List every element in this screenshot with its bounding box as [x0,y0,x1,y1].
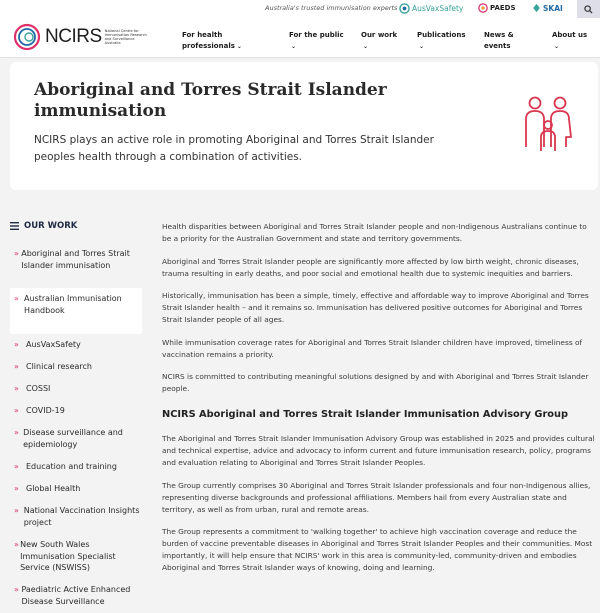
site-header [0,18,600,58]
nav-label: Our work [361,31,398,39]
search-icon [584,5,593,14]
chevron-down-icon: ⌄ [554,43,560,50]
sidebar-item-global-health[interactable] [10,478,142,500]
body-paragraph: Health disparities between Aboriginal and Torres Strait Islander people and non-Indigenous Australians continue to be a priority for the Australian Government and state and territory governments. [162,222,587,243]
ncirs-logo-mark-icon [12,22,42,52]
double-chevron-right-icon: » [14,294,19,303]
sidebar-item-label: National Vaccination Insights project [23,506,140,527]
paeds-logo-icon [478,3,488,13]
partner-link-paeds[interactable] [478,3,516,13]
nav-for-health-professionals[interactable] [182,30,242,52]
nav-label: For the public [289,31,344,39]
sidebar-item-ausvaxsafety[interactable] [10,334,142,356]
nav-label: Publications [417,31,466,39]
search-button[interactable] [577,0,600,18]
menu-icon [10,222,19,230]
sidebar-item-covid-19[interactable] [10,400,142,422]
body-paragraph: The Aboriginal and Torres Strait Islander Immunisation Advisory Group was established in 2025 and provides cultural and technical expertise, advice and advocacy to inform current and future immunisation research, policy, programs and evaluation relating to Aboriginal and Torres Strait Islander Peoples. [162,434,595,467]
body-paragraph: The Group currently comprises 30 Aboriginal and Torres Strait Islander professionals and four non-Indigenous allies, representing diverse backgrounds and professional affiliations. Members hail from every Australian state and territory, as well as from urban, rural and remote areas. [162,480,591,514]
body-paragraph: Aboriginal and Torres Strait Islander people are significantly more affected by low birth weight, chronic diseases, trauma resulting in early deaths, and poor social and emotional health due to systemic inequities and barriers. [162,256,579,278]
sidebar-item-label: Education and training [26,462,117,471]
sidebar-item-nswiss[interactable] [10,534,142,579]
hero-banner [10,62,598,190]
double-chevron-right-icon: » [14,484,19,493]
nav-label: News & [484,31,514,39]
double-chevron-right-icon: » [14,249,19,258]
nav-label: events [484,42,511,50]
ausvaxsafety-logo-icon [399,3,410,14]
sidebar-item-disease-surveillance[interactable] [10,422,142,456]
double-chevron-right-icon: » [14,506,19,515]
double-chevron-right-icon: » [14,585,19,594]
page-description: NCIRS plays an active role in promoting Aboriginal and Torres Strait Islander peoples health through a combination of activities. [34,134,434,163]
sidebar-item-label: Paediatric Active Enhanced Disease Surveillance [21,585,131,606]
sidebar-nav [10,243,142,613]
sidebar-item-label: COSSI [26,384,51,393]
utility-bar [0,0,600,18]
main-content [162,221,598,585]
family-icon [522,95,574,153]
sidebar-item-paeds[interactable] [10,579,142,613]
nav-news-events[interactable] [484,30,514,52]
partner-label: PAEDS [490,4,516,12]
partner-label: AusVaxSafety [412,4,464,13]
chevron-down-icon: ⌄ [236,43,242,50]
body-paragraph: The Group represents a commitment to 'walking together' to achieve high vaccination coverage and reduce the burden of vaccine preventable diseases in Aboriginal and Torres Strait Islander Peoples and their communities. Most importantly, it will help ensure that NCIRS' work in this area is community-led, community-driven and embodies Aboriginal and Torres Strait Islander ways of knowing, doing and learning. [162,527,593,572]
partner-label: SKAI [543,3,563,13]
sidebar-item-label: Disease surveillance and epidemiology [23,428,123,449]
tagline: Australia's trusted immunisation experts [265,4,398,12]
logo-subtitle: National Centre for Immunisation Research and Surveillance Australia [104,29,147,45]
body-paragraph: Historically, immunisation has been a simple, timely, effective and affordable way to improve Aboriginal and Torres Strait Islander health – and it remains so. Immunisation has delivered positive outcomes for Aboriginal and Torres Strait Islander people of all ages. [162,291,589,324]
sidebar-item-aboriginal-torres-strait-islander-immunisation[interactable] [10,243,142,288]
chevron-down-icon: ⌄ [363,43,369,50]
logo-text: NCIRS [45,26,102,47]
nav-about-us[interactable] [552,30,587,52]
section-heading: NCIRS Aboriginal and Torres Strait Islander Immunisation Advisory Group [162,409,568,420]
double-chevron-right-icon: » [14,362,19,371]
double-chevron-right-icon: » [14,406,19,415]
nav-for-the-public[interactable] [289,30,344,52]
chevron-down-icon: ⌄ [291,43,297,50]
double-chevron-right-icon: » [14,462,19,471]
double-chevron-right-icon: » [14,540,19,549]
sidebar-item-label: New South Wales Immunisation Specialist Service (NSWISS) [20,540,116,572]
double-chevron-right-icon: » [14,340,19,349]
double-chevron-right-icon: » [14,384,19,393]
sidebar-heading-label: OUR WORK [24,221,78,231]
nav-label: professionals [182,42,235,50]
nav-label: For health [182,31,223,39]
sidebar-item-national-vaccination-insights[interactable] [10,500,142,534]
partner-link-skai[interactable] [532,3,563,13]
sidebar-heading [10,221,77,231]
ncirs-logo[interactable] [12,22,151,52]
double-chevron-right-icon: » [14,428,19,437]
skai-logo-icon [532,3,541,13]
sidebar-item-clinical-research[interactable] [10,356,142,378]
nav-our-work[interactable] [361,30,397,52]
sidebar-item-label: Australian Immunisation Handbook [24,294,122,315]
sidebar-item-education-training[interactable] [10,456,142,478]
sidebar-item-label: Clinical research [26,362,92,371]
sidebar-item-label: Global Health [26,484,81,493]
sidebar-item-australian-immunisation-handbook[interactable] [10,288,142,334]
sidebar-item-label: COVID-19 [26,406,65,415]
nav-publications[interactable] [417,30,466,52]
page-title: Aboriginal and Torres Strait Islander immunisation [34,80,387,121]
sidebar-item-cossi[interactable] [10,378,142,400]
sidebar-item-label: Aboriginal and Torres Strait Islander immunisation [21,249,130,270]
partner-link-ausvaxsafety[interactable] [399,3,463,14]
body-paragraph: NCIRS is committed to contributing meaningful solutions designed by and with Aboriginal and Torres Strait Islander people. [162,372,589,393]
body-paragraph: While immunisation coverage rates for Aboriginal and Torres Strait Islander children have improved, timeliness of vaccination remains a priority. [162,337,583,359]
chevron-down-icon: ⌄ [419,43,425,50]
sidebar-item-label: AusVaxSafety [26,340,81,349]
nav-label: About us [552,31,588,39]
